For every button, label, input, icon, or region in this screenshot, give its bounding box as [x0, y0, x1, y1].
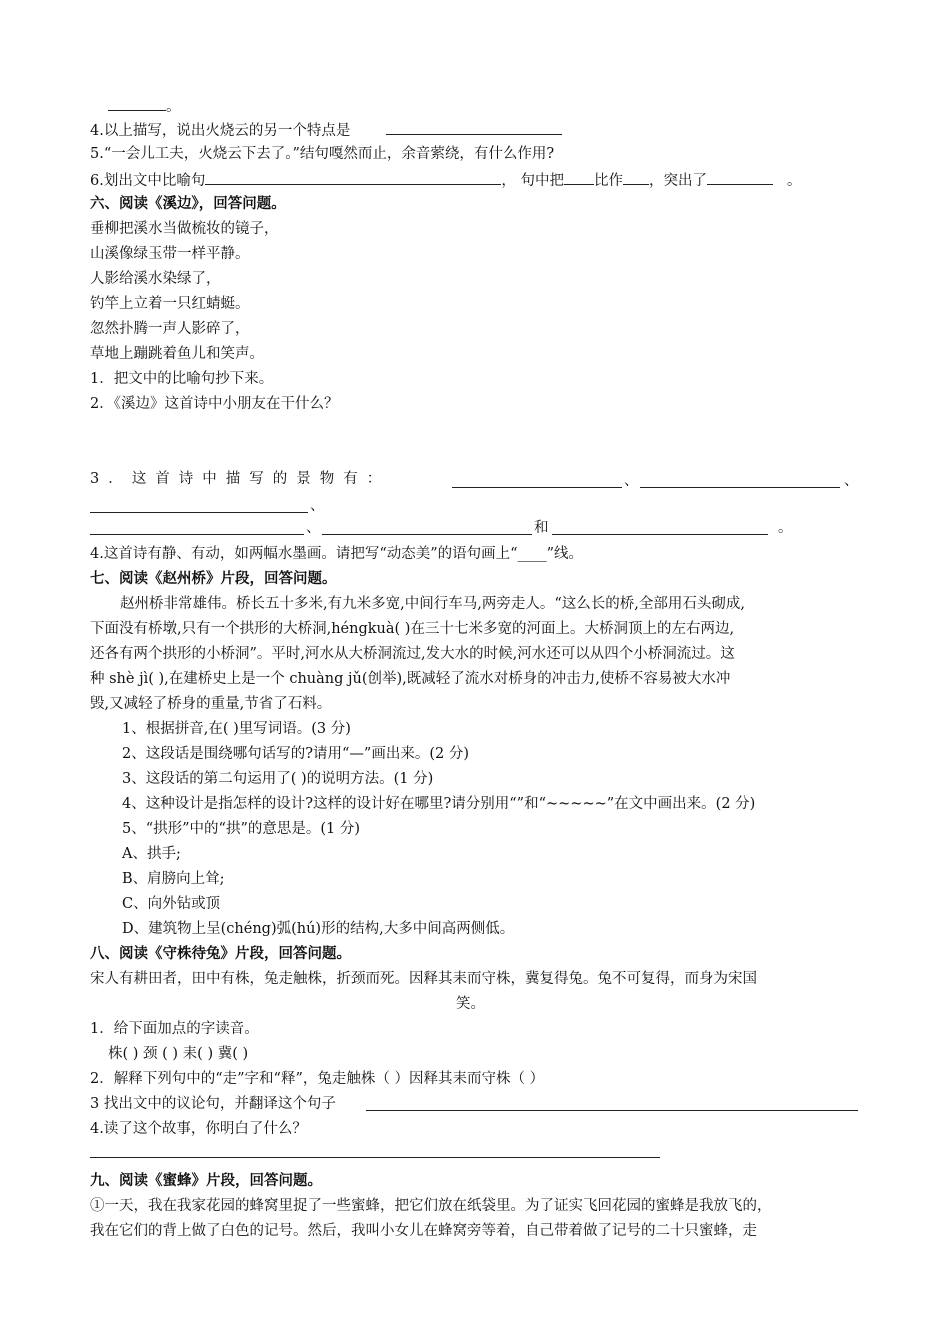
paragraph-line: 我在它们的背上做了白色的记号。然后，我叫小女儿在蜂窝旁等着，自己带着做了记号的二十只蜜蜂，走	[90, 1223, 757, 1239]
section-9-title: 九、阅读《蜜蜂》片段，回答问题。	[90, 1172, 322, 1189]
section-8-title: 八、阅读《守株待兔》片段，回答问题。	[90, 945, 351, 962]
top-fragment: 。	[108, 96, 181, 116]
separator: 、	[310, 498, 325, 514]
answer-line[interactable]	[90, 1157, 660, 1158]
answer-blank[interactable]	[108, 96, 166, 111]
section-7-q4: 4、这种设计是指怎样的设计?这样的设计好在哪里?请分别用“”和“~~~~~”在文中画出来。(2 分)	[122, 796, 756, 812]
classical-text: 宋人有耕田者，田中有株，兔走触株，折颈而死。因释其耒而守株，冀复得兔。兔不可复得，而身为宋国	[90, 971, 757, 987]
poem-line: 山溪像绿玉带一样平静。	[90, 246, 250, 262]
answer-blank[interactable]	[564, 170, 594, 185]
section-8-q1-blanks: 株( ) 颈 ( ) 耒( ) 冀( )	[108, 1046, 249, 1062]
section-8-q3: 3 找出文中的议论句，并翻译这个句子	[90, 1096, 336, 1112]
paragraph-line: 赵州桥非常雄伟。桥长五十多米,有九米多宽,中间行车马,两旁走人。“这么长的桥,全部用石头砌成,	[120, 596, 745, 612]
poem-line: 忽然扑腾一声人影碎了，	[90, 321, 250, 337]
section-7-title: 七、阅读《赵州桥》片段，回答问题。	[90, 570, 337, 587]
answer-line[interactable]	[90, 534, 304, 535]
section-6-title: 六、阅读《溪边》，回答问题。	[90, 195, 286, 212]
separator: 、	[306, 520, 321, 536]
section-8-q2: 2．解释下列句中的“走”字和“释”，兔走触株（ ）因释其耒而守株（ ）	[90, 1071, 545, 1087]
answer-blank[interactable]	[707, 170, 773, 185]
poem-line: 人影给溪水染绿了，	[90, 271, 221, 287]
option-c: C、向外钻或顶	[122, 896, 221, 912]
section-6-q2: 2．《溪边》这首诗中小朋友在干什么？	[90, 396, 339, 412]
poem-line: 草地上蹦跳着鱼儿和笑声。	[90, 346, 264, 362]
answer-blank[interactable]	[623, 170, 649, 185]
section-6-q3: 3．这首诗中描写的景物有：	[90, 471, 391, 487]
answer-blank[interactable]	[205, 170, 501, 185]
answer-line[interactable]	[322, 534, 532, 535]
option-b: B、肩膀向上耸;	[122, 871, 225, 887]
section-7-q5: 5、“拱形”中的“拱”的意思是。(1 分)	[122, 821, 361, 837]
section-6-q4: 4.这首诗有静、有动，如两幅水墨画。请把写“动态美”的语句画上“____”线。	[90, 546, 583, 562]
period: 。	[778, 520, 793, 536]
answer-line[interactable]	[552, 534, 768, 535]
question-6: 6.划出文中比喻句 ， 句中把 比作 ，突出了 。	[90, 170, 801, 190]
section-7-q2: 2、这段话是围绕哪句话写的?请用“—”画出来。(2 分)	[122, 746, 469, 762]
poem-line: 垂柳把溪水当做梳妆的镜子，	[90, 221, 279, 237]
separator: 、	[624, 473, 639, 489]
section-7-q1: 1、根据拼音,在( )里写词语。(3 分)	[122, 721, 351, 737]
answer-line[interactable]	[640, 487, 840, 488]
section-8-q4: 4.读了这个故事，你明白了什么？	[90, 1121, 307, 1137]
option-d: D、建筑物上呈(chéng)弧(hú)形的结构,大多中间高两侧低。	[122, 921, 515, 937]
classical-text: 笑。	[456, 996, 485, 1012]
answer-blank[interactable]	[386, 120, 562, 135]
paragraph-line: 下面没有桥墩,只有一个拱形的大桥洞,héngkuà( )在三十七米多宽的河面上。大桥洞顶上的左右两边,	[90, 621, 735, 637]
paragraph-line: 还各有两个拱形的小桥洞”。平时,河水从大桥洞流过,发大水的时候,河水还可以从四个小桥洞流过。这	[90, 646, 735, 662]
poem-line: 钓竿上立着一只红蜻蜓。	[90, 296, 250, 312]
separator: 、	[844, 473, 859, 489]
section-7-q3: 3、这段话的第二句运用了( )的说明方法。(1 分)	[122, 771, 434, 787]
paragraph-line: ①一天，我在我家花园的蜂窝里捉了一些蜜蜂，把它们放在纸袋里。为了证实飞回花园的蜜蜂是我放飞的，	[90, 1198, 772, 1214]
paragraph-line: 种 shè jì( ),在建桥史上是一个 chuàng jǔ(创举),既减轻了流水对桥身的冲击力,使桥不容易被大水冲	[90, 671, 731, 687]
section-8-q1: 1．给下面加点的字读音。	[90, 1021, 259, 1037]
section-6-q1: 1．把文中的比喻句抄下来。	[90, 371, 274, 387]
answer-line[interactable]	[90, 512, 308, 513]
option-a: A、拱手;	[122, 846, 181, 862]
and-word: 和	[534, 520, 549, 536]
answer-line[interactable]	[366, 1110, 858, 1111]
question-4: 4.以上描写，说出火烧云的另一个特点是	[90, 120, 562, 140]
answer-line[interactable]	[452, 487, 622, 488]
question-5: 5.“一会儿工夫，火烧云下去了。”结句嘎然而止，余音萦绕，有什么作用?	[90, 146, 555, 162]
paragraph-line: 毁,又减轻了桥身的重量,节省了石料。	[90, 696, 332, 712]
